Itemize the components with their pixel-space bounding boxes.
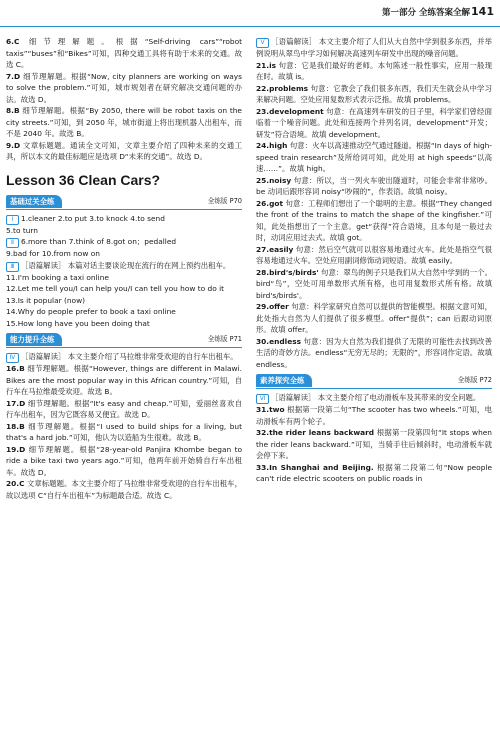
answer-item: 20.C 文章标题题。本文主要介绍了马拉维非常受欢迎的自行车出租车，故以选项 C“自行车出租车”为标题最合适。故选 C。 [6,479,242,500]
answer-item: 22.problems 句意：它教会了我们很多东西，我们天生就会从中学习来解决问题。空处应用复数形式表示泛指。故填 problems。 [256,83,492,104]
right-column [256,36,492,485]
answer-item: 27.easily 句意：然后空气就可以很容易地通过火车。此处是指空气很容易地通过火车。空处应用副词修饰动词短语。故填 easily。 [256,244,492,265]
answer-line: Ⅰ 1.cleaner 2.to put 3.to knock 4.to send [6,213,242,225]
page-header [0,0,500,27]
answer-line: 11.I'm booking a taxi online [6,272,109,282]
answer-item: 33.In Shanghai and Beijing. 根据第二段第二句“Now people can't ride electric scooters on public roads in [256,462,492,483]
section-tag: 素养探究全练 [256,374,312,387]
answer-item: Ⅴ ［语篇解读］ 本文主要介绍了人们从大自然中学到很多东西，并举例说明从翠鸟中学习如何解决高速列车研发中出现的噪音问题。 [256,37,492,58]
answer-line: Ⅱ 6.more than 7.think of 8.got on；pedalled [6,236,242,248]
section-bar-literacy [256,374,492,389]
answer-item: 26.got 句意：工程师们想出了一个聪明的主意。根据“They changed the front of the trains to match the shape of the kingfisher.”可知，此处指想出了一个主意。get“获得”符合语境，且本句是一般过去时，动词应用过去式。故填 got。 [256,198,492,242]
answer-item: 30.endless 句意：因为大自然为我们提供了无限的可能性去找到改善生活的奇妙方法。endless“无穷无尽的；无限的”，形容词作定语。故填 endless。 [256,336,492,369]
answer-item: 32.the rider leans backward 根据第一段第四句“It stops when the rider leans backward.”可知，当骑手往后倾斜时，电动滑板车就会停下来。 [256,428,492,460]
answer-item: 7.D 细节理解题。根据“Now, city planners are working on ways to solve the problem.”可知，城市规划者在研究解决交通问题的办法。故选 D。 [6,71,242,104]
answer-item: 8.B 细节理解题。根据“By 2050, there will be robot taxis on the city streets.”可知，到 2050 年，城市街道上将出现机器人出租车，而不是 2040 年。故选 B。 [6,106,242,138]
answer-line: 13.Is it popular (now) [6,295,86,305]
section-tag: 基础过关全练 [6,195,62,208]
section-version: 全练版 P72 [457,376,492,384]
section-tag: 能力提升全练 [6,333,62,346]
answer-item: Ⅵ ［语篇解读］ 本文主要介绍了电动滑板车及其带来的安全问题。 [256,392,492,404]
section-version: 全练版 P71 [207,335,242,343]
answer-item: 28.bird's/birds' 句意：翠鸟的例子只是我们从大自然中学到的一个。bird“鸟”，空处可用单数形式所有格，也可用复数形式所有格。故填 bird's/birds'。 [256,267,492,300]
left-column [6,36,242,501]
lesson-title: Lesson 36 Clean Cars? [6,171,161,188]
answer-line: 14.Why do people prefer to book a taxi online [6,307,176,316]
answer-line: 12.Let me tell you/I can help you/I can tell you how to do it [6,284,225,293]
page-number: 141 [471,5,494,18]
answer-item: 16.B 细节理解题。根据“However, things are different in Malawi. Bikes are the most popular way in this African country.”可知，自行车在马拉维最受欢迎。故选 B。 [6,364,242,396]
section-bar-basic [6,195,242,210]
answer-item: 21.is 句意：它是我们最好的老师。本句陈述一般性事实，应用一般现在时。故填 is。 [256,60,492,81]
answer-item: 25.noisy 句意：所以，当一列火车驶出隧道时，可能会非常非常吵。be 动词后跟形容词 noisy“吵闹的”，作表语。故填 noisy。 [256,175,492,196]
answer-line: Ⅲ ［语篇解读］ 本篇对话主要谈论现在流行的在网上预约出租车。 [6,260,242,272]
answer-item: Ⅳ ［语篇解读］ 本文主要介绍了马拉维非常受欢迎的自行车出租车。 [6,351,242,363]
answer-item: 18.B 细节理解题。根据“I used to build ships for a living, but that's a hard job.”可知，他认为以造船为生很难。故选 B。 [6,421,242,442]
answer-item: 31.two 根据第一段第二句“The scooter has two wheels.”可知，电动滑板车有两个轮子。 [256,405,492,426]
answer-item: 29.offer 句意：科学家研究自然可以提供的智能模型。根据文意可知，此处指大自然为人们提供了很多模型。offer“提供”；can 后跟动词原形。故填 offer。 [256,302,492,334]
answer-item: 23.development 句意：在高速列车研发的日子里，科学家们曾经面临着一个噪音问题。此处和连接两个并列名词，development“开发；研发”符合语境。故填 development。 [256,106,492,139]
answer-item: 17.D 细节理解题。根据“It's easy and cheap.”可知，爱丽丝喜欢自行车出租车，因为它既容易又便宜。故选 D。 [6,398,242,419]
answer-item: 6.C 细节理解题。根据“Self-driving cars”“robot taxis”“buses”和“Bikes”可知，四种交通工具将有助于未来的交通。故选 C。 [6,37,242,69]
answer-item: 24.high 句意：火车以高速推动空气通过隧道。根据“In days of high-speed train research”及所给词可知，此处用 at high speeds“以高速……”。故填 high。 [256,141,492,173]
answer-item: 19.D 细节理解题。根据“28-year-old Panjira Khombe began to ride a bike taxi two years ago.”可知，他两年前开始骑自行车出租车。故选 D。 [6,444,242,477]
section-bar-ability [6,333,242,348]
answer-item: 9.D 文章标题题。通读全文可知，文章主要介绍了四种未来的交通工具，所以本文的最佳标题应是选项 D“未来的交通”。故选 D。 [6,140,242,161]
answer-line: 5.to turn [6,225,38,235]
page-title: 第一部分 全练答案全解 [382,8,470,18]
section-version: 全练版 P70 [207,196,242,205]
answer-line: 15.How long have you been doing that [6,318,150,328]
answer-line: 9.bad for 10.from now on [6,249,100,258]
